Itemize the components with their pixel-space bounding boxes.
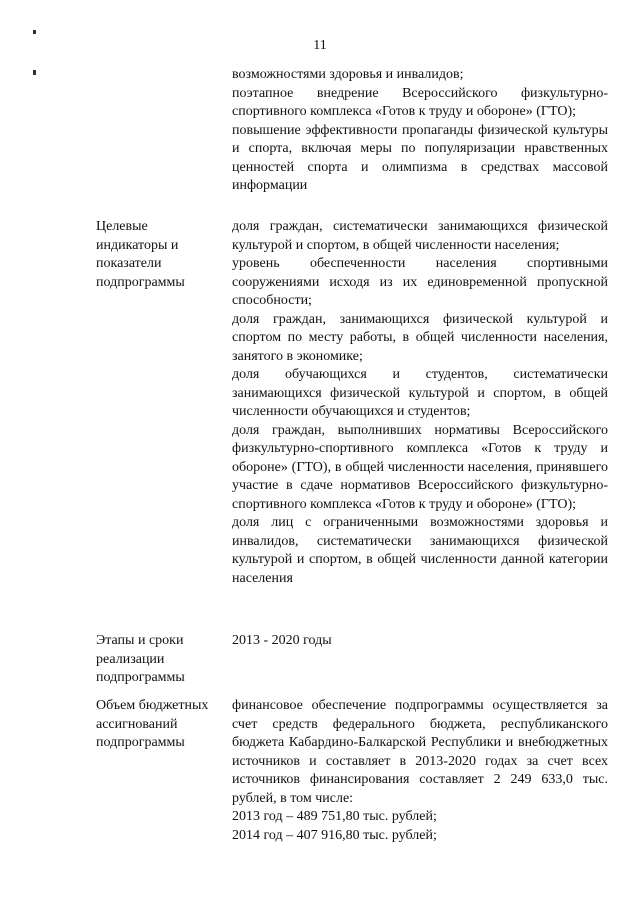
text-paragraph: повышение эффективности пропаганды физической культуры и спорта, включая меры по популяризации нравственных ценностей спорта и олимпизма в средствах массовой информации [232,122,608,193]
row-label: Объем бюджетных ассигнований подпрограммы [96,698,209,750]
text-paragraph: поэтапное внедрение Всероссийского физкультурно-спортивного комплекса «Готов к труду и обороне» (ГТО); [232,85,608,119]
budget-year-line: 2013 год – 489 751,80 тыс. рублей; [232,809,437,824]
indicator-paragraph: доля граждан, выполнивших нормативы Всероссийского физкультурно-спортивного комплекса «Готов к труду и обороне» (ГТО), в общей численности населения, принявшего участие в сдаче нормативов Всероссийского физкультурно-спортивного комплекса «Готов к труду и обороне» (ГТО); [232,422,608,512]
text-paragraph: возможностями здоровья и инвалидов; [232,67,464,82]
row-label: Целевые индикаторы и показатели подпрограммы [96,219,185,290]
continued-text-block [232,66,608,196]
indicator-paragraph: доля лиц с ограниченными возможностями здоровья и инвалидов, систематически занимающихся физической культурой и спортом, в общей численности данной категории населения [232,515,608,586]
budget-year-line: 2014 год – 407 916,80 тыс. рублей; [232,827,437,843]
indicator-paragraph: доля граждан, систематически занимающихся физической культурой и спортом, в общей численности населения; [232,219,608,253]
row-label: Этапы и сроки реализации подпрограммы [96,633,185,685]
row-content [232,218,608,588]
row-content [232,632,608,651]
stages-value: 2013 - 2020 годы [232,633,332,648]
scan-speck [33,30,36,34]
page-number: 11 [313,38,327,53]
indicator-paragraph: доля обучающихся и студентов, систематически занимающихся физической культурой и спортом, в общей численности обучающихся и студентов; [232,367,608,419]
budget-paragraph: финансовое обеспечение подпрограммы осуществляется за счет средств федерального бюджета, республиканского бюджета Кабардино-Балкарской Республики и внебюджетных источников и составляет в 2013-2020 годах за счет всех источников финансирования составляет 2 249 633,0 тыс. рублей, в том числе: [232,698,608,806]
row-content [232,697,608,845]
scan-speck [33,70,36,75]
indicator-paragraph: уровень обеспеченности населения спортивными сооружениями исходя из их единовременной пропускной способности; [232,256,608,308]
indicator-paragraph: доля граждан, занимающихся физической культурой и спортом по месту работы, в общей численности населения, занятого в экономике; [232,311,608,364]
